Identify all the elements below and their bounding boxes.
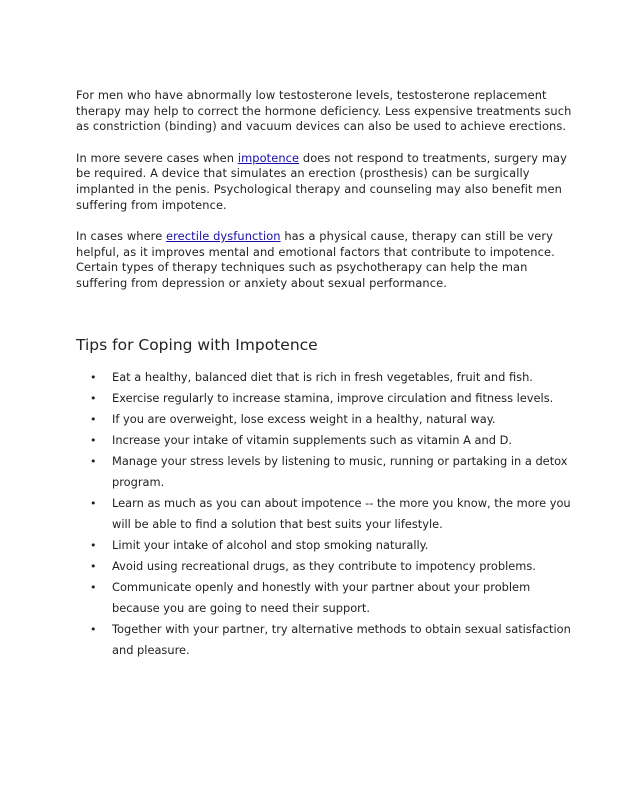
list-item-text: If you are overweight, lose excess weight in a healthy, natural way.: [112, 411, 496, 426]
bullet-icon: •: [90, 391, 97, 405]
paragraph-hormone-therapy: [76, 88, 576, 135]
paragraph-surgery: [76, 151, 576, 213]
paragraph-text: For men who have abnormally low testosterone levels, testosterone replacement therapy may help to correct the hormone deficiency. Less expensive treatments such as constriction (binding) and vacuum devices can also be used to achieve erections.: [76, 88, 572, 134]
list-item-text: Together with your partner, try alternative methods to obtain sexual satisfaction and pleasure.: [112, 621, 571, 657]
bullet-icon: •: [90, 580, 97, 594]
list-item: [76, 619, 576, 661]
bullet-icon: •: [90, 433, 97, 447]
paragraph-text: has a physical cause, therapy can still be very helpful, as it improves mental and emotional factors that contribute to impotence. Certain types of therapy techniques such as psychotherapy can help the man suffering from depression or anxiety about sexual performance.: [76, 229, 555, 290]
paragraph-physical-cause: [76, 229, 576, 291]
list-item-text: Manage your stress levels by listening to music, running or partaking in a detox program.: [112, 453, 568, 489]
paragraph-text: In more severe cases when: [76, 150, 238, 165]
list-item-text: Exercise regularly to increase stamina, improve circulation and fitness levels.: [112, 390, 554, 405]
paragraph-text: In cases where: [76, 229, 167, 244]
bullet-icon: •: [90, 370, 97, 384]
erectile-dysfunction-link[interactable]: erectile dysfunction: [166, 229, 281, 244]
list-item: [76, 556, 576, 577]
list-item-text: Eat a healthy, balanced diet that is rich in fresh vegetables, fruit and fish.: [112, 369, 533, 384]
list-item-text: Increase your intake of vitamin supplements such as vitamin A and D.: [112, 432, 512, 447]
list-item: [76, 367, 576, 388]
list-item-text: Communicate openly and honestly with your partner about your problem because you are going to need their support.: [112, 579, 531, 615]
list-item: [76, 409, 576, 430]
bullet-icon: •: [90, 538, 97, 552]
list-item: [76, 388, 576, 409]
bullet-icon: •: [90, 454, 97, 468]
tips-list: [76, 367, 576, 661]
tips-heading: Tips for Coping with Impotence: [76, 335, 318, 354]
list-item-text: Learn as much as you can about impotence -- the more you know, the more you will be able to find a solution that best suits your lifestyle.: [112, 495, 571, 531]
paragraph-text: does not respond to treatments, surgery may be required. A device that simulates an erection (prosthesis) can be surgically implanted in the penis. Psychological therapy and counseling may also benefit men suffering from impotence.: [76, 150, 567, 212]
bullet-icon: •: [90, 496, 97, 510]
list-item-text: Avoid using recreational drugs, as they contribute to impotency problems.: [112, 558, 536, 573]
list-item: [76, 451, 576, 493]
bullet-icon: •: [90, 412, 97, 426]
list-item: [76, 577, 576, 619]
list-item-text: Limit your intake of alcohol and stop smoking naturally.: [112, 537, 429, 552]
impotence-link[interactable]: impotence: [237, 150, 300, 165]
list-item: [76, 493, 576, 535]
list-item: [76, 535, 576, 556]
list-item: [76, 430, 576, 451]
document-body: [76, 88, 576, 661]
bullet-icon: •: [90, 622, 97, 636]
bullet-icon: •: [90, 559, 97, 573]
